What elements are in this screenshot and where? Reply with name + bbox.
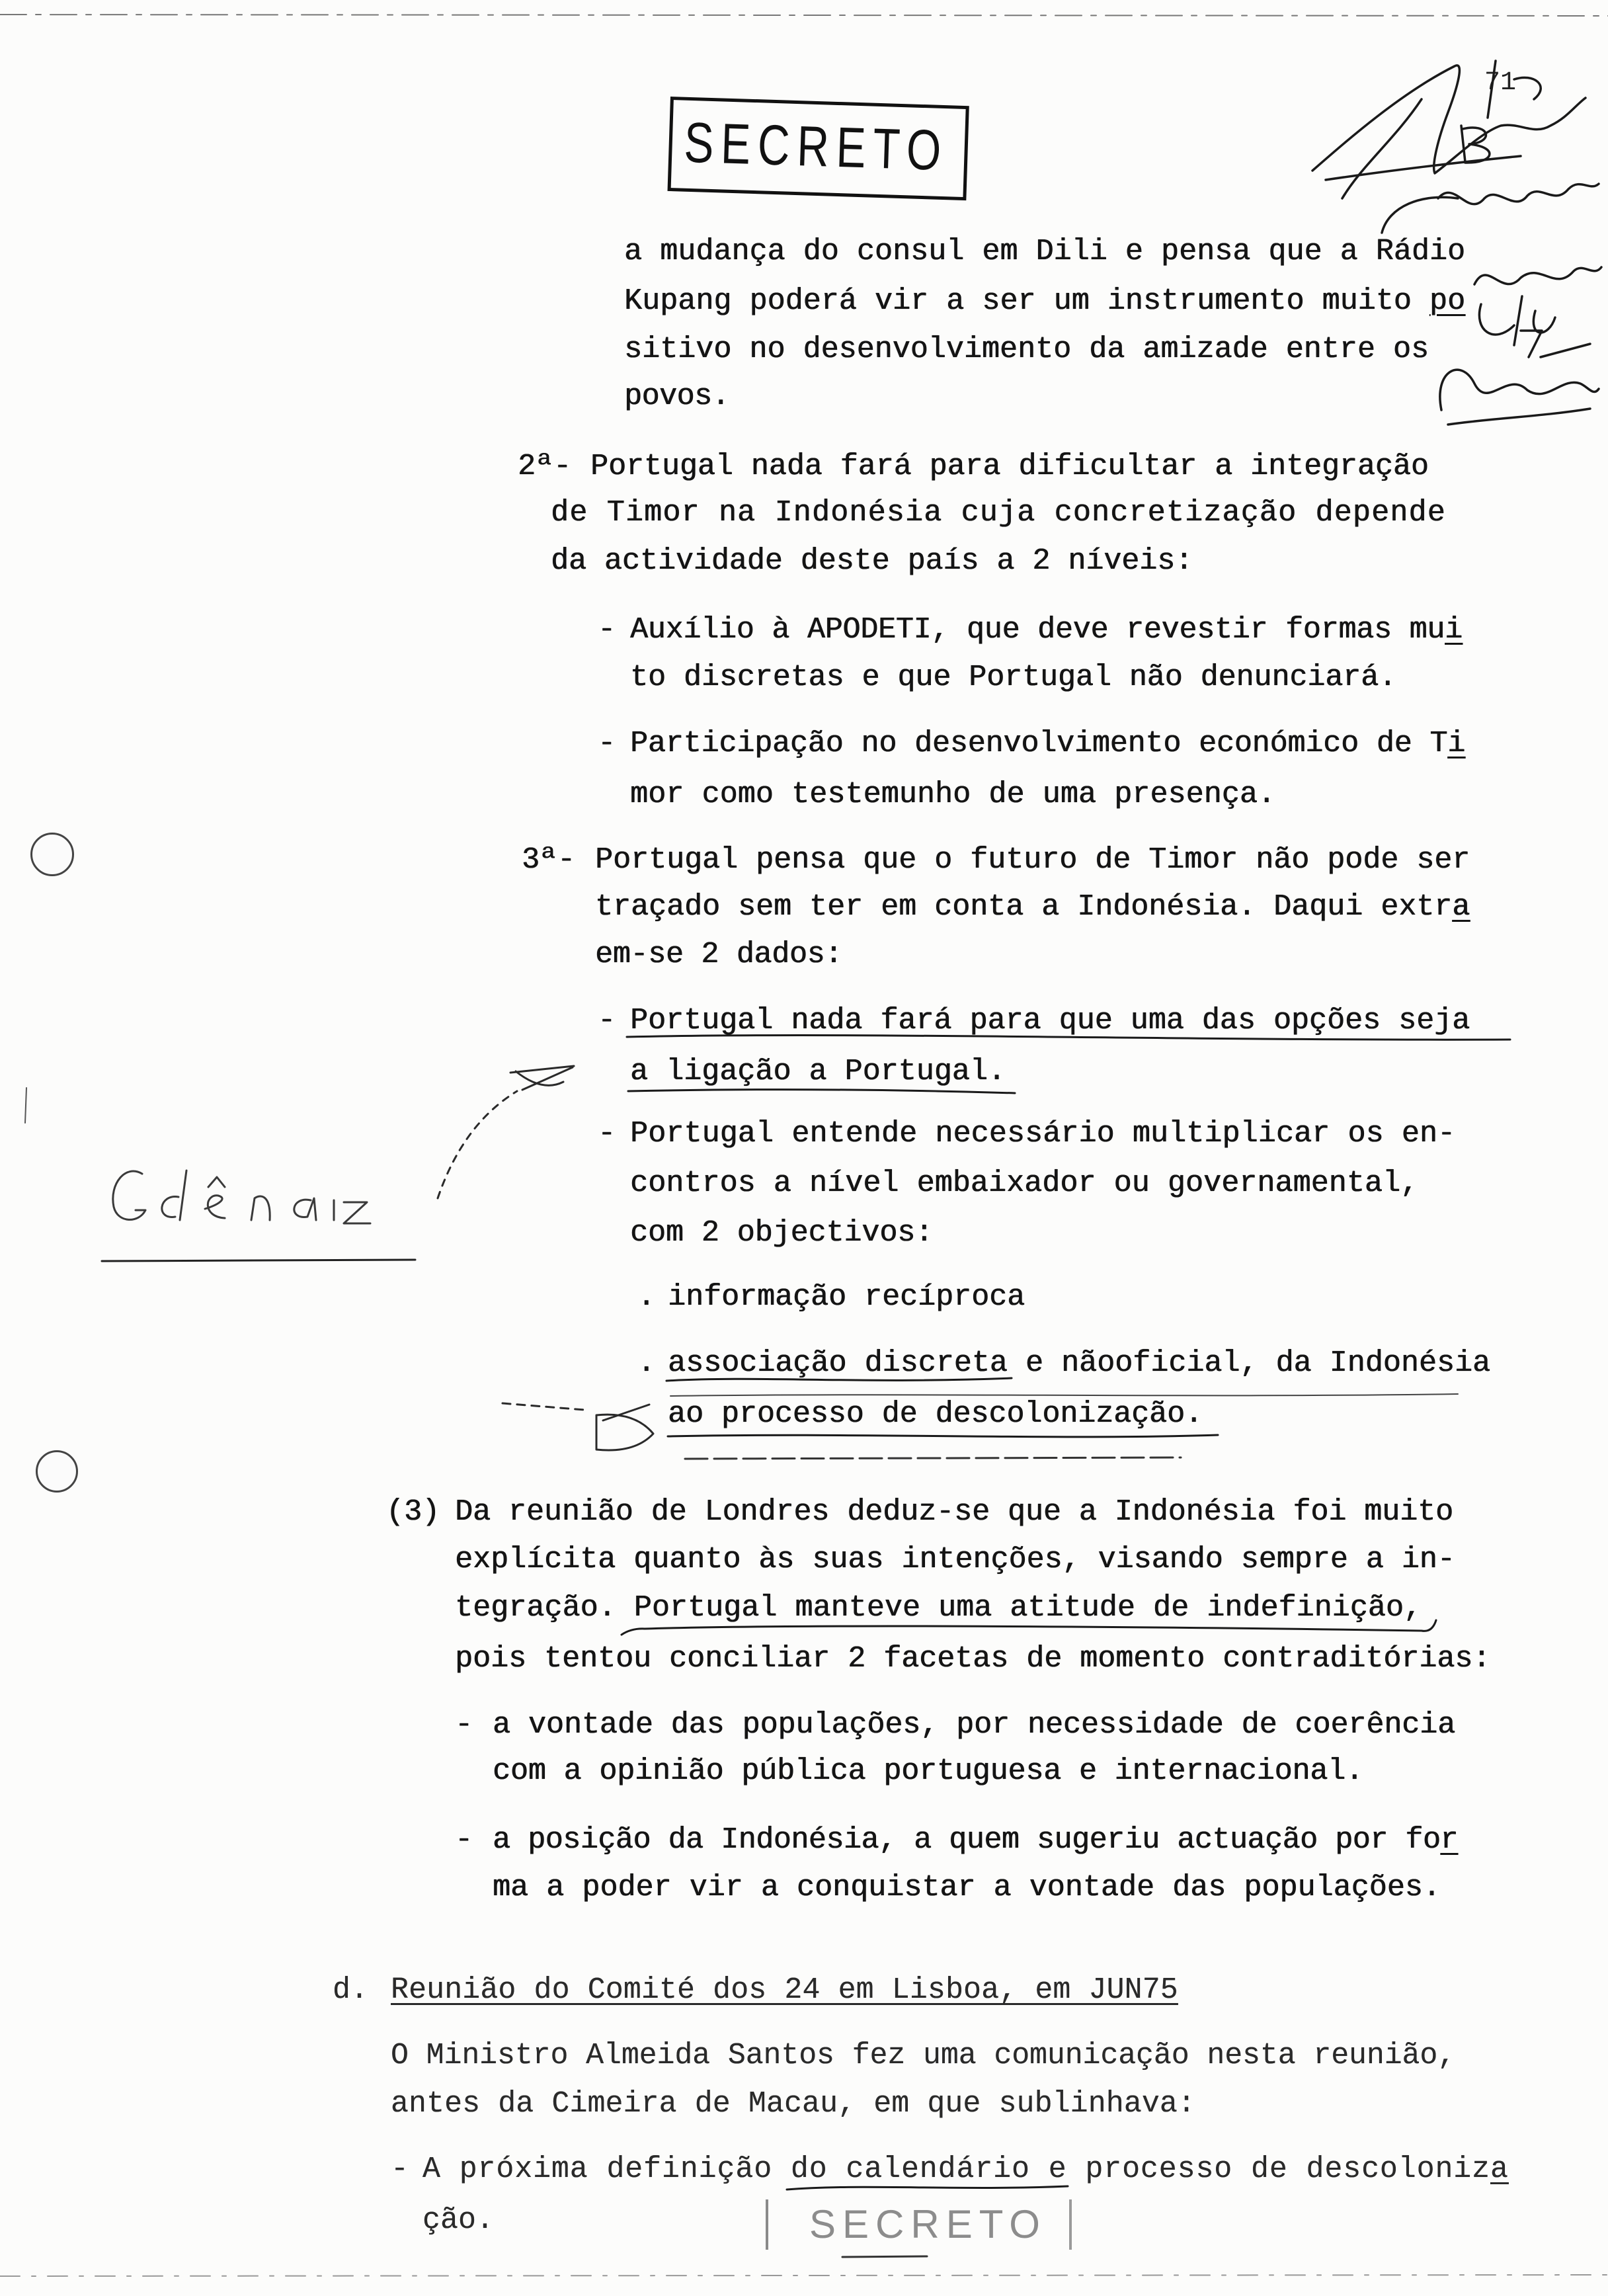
list-marker: - xyxy=(455,1823,473,1857)
text-line: ao processo de descolonização. xyxy=(668,1397,1203,1431)
hand-arrow-head xyxy=(510,1066,574,1090)
list-marker: - xyxy=(455,1708,473,1742)
text-line: com 2 objectivos: xyxy=(630,1216,934,1250)
underlined-syllable: a xyxy=(1490,2152,1509,2186)
hand-arrow-shaft xyxy=(502,1403,584,1410)
text-line: sitivo no desenvolvimento da amizade entre os xyxy=(624,333,1429,366)
text-line xyxy=(624,284,1465,319)
secret-stamp-bottom xyxy=(766,2199,1072,2250)
signature-stroke xyxy=(1521,331,1542,357)
list-marker: - xyxy=(598,727,616,760)
text-line: Portugal pensa que o futuro de Timor não pode ser xyxy=(595,843,1470,877)
text-line-body: Auxílio à APODETI, que deve revestir formas mu xyxy=(630,613,1445,647)
text-line: a mudança do consul em Dili e pensa que a Rádio xyxy=(624,235,1466,268)
section-marker: d. xyxy=(333,1973,369,2007)
text-line: contros a nível embaixador ou governamental, xyxy=(630,1167,1419,1200)
text-line-body: A próxima definição do calendário e processo de descoloniz xyxy=(422,2152,1490,2186)
signature-stroke xyxy=(1461,126,1490,163)
text-line: mor como testemunho de uma presença. xyxy=(630,778,1276,811)
signature-stroke xyxy=(1438,184,1599,204)
text-line: O Ministro Almeida Santos fez uma comunicação nesta reunião, xyxy=(391,2039,1456,2072)
underlined-syllable: po xyxy=(1429,284,1466,318)
text-line: Portugal nada fará para que uma das opções seja xyxy=(630,1004,1470,1038)
hand-arrow-icon xyxy=(502,1403,653,1450)
text-line: da actividade deste país a 2 níveis: xyxy=(551,544,1193,578)
section-heading: Reunião do Comité dos 24 em Lisboa, em JUN75 xyxy=(391,1973,1178,2007)
margin-note-stroke xyxy=(162,1170,186,1220)
hand-underline xyxy=(670,1394,1458,1396)
signature-stroke xyxy=(1474,267,1601,284)
signature-stroke xyxy=(1440,370,1599,410)
margin-handwriting-icon xyxy=(25,1088,415,1261)
hand-underline xyxy=(842,2256,927,2257)
text-line: pois tentou conciliar 2 facetas de momento contraditórias: xyxy=(455,1642,1491,1676)
text-line-body: Kupang poderá vir a ser um instrumento muito xyxy=(624,284,1429,318)
text-line xyxy=(630,613,1463,647)
page-number: 71 xyxy=(1484,68,1517,98)
hand-underline xyxy=(628,1090,1015,1093)
text-line: a vontade das populações, por necessidade de coerência xyxy=(493,1708,1456,1742)
list-marker: (3) xyxy=(386,1495,440,1529)
list-marker: - xyxy=(598,613,616,647)
text-line: de Timor na Indonésia cuja concretização depende xyxy=(551,496,1446,530)
signature-stroke xyxy=(1326,156,1521,180)
margin-note-stroke xyxy=(251,1196,270,1220)
list-marker: 3ª- xyxy=(522,843,576,877)
text-line: antes da Cimeira de Macau, em que sublinhava: xyxy=(391,2087,1195,2121)
signature-stroke xyxy=(1312,65,1586,173)
text-line: to discretas e que Portugal não denunciará. xyxy=(630,661,1397,694)
text-line xyxy=(422,2152,1509,2187)
text-line: com a opinião pública portuguesa e internacional. xyxy=(493,1754,1363,1788)
bullet-marker: . xyxy=(637,1346,656,1380)
text-line xyxy=(493,1823,1458,1858)
list-marker: - xyxy=(598,1117,616,1151)
underlined-syllable: a xyxy=(1452,890,1470,924)
text-line: a ligação a Portugal. xyxy=(630,1055,1006,1088)
hand-arrow-icon xyxy=(438,1066,574,1198)
signature-stroke xyxy=(1479,296,1555,345)
underlined-syllable: r xyxy=(1440,1823,1458,1857)
hand-arrow-head xyxy=(596,1405,653,1450)
text-line-body: traçado sem ter em conta a Indonésia. Daqui extr xyxy=(595,890,1453,924)
text-line xyxy=(595,890,1470,924)
signature-stroke xyxy=(1382,197,1458,233)
scan-edge-line xyxy=(0,15,1608,16)
margin-note-stroke xyxy=(344,1202,370,1223)
list-marker: - xyxy=(391,2152,409,2186)
punch-hole-icon xyxy=(36,1450,78,1493)
signature-stroke xyxy=(1448,344,1590,425)
scan-edge-line xyxy=(0,2275,1608,2276)
hand-underline xyxy=(668,1435,1218,1437)
punch-hole-icon xyxy=(30,833,74,876)
secret-stamp-top-text: SECRETO xyxy=(683,110,949,183)
text-line-body: Participação no desenvolvimento económico de T xyxy=(630,727,1448,760)
list-marker: 2ª- xyxy=(518,450,572,483)
secret-stamp-top xyxy=(668,97,969,200)
hand-underline xyxy=(685,1457,1181,1459)
text-line: ma a poder vir a conquistar a vontade das populações. xyxy=(493,1871,1441,1905)
text-line-body: a posição da Indonésia, a quem sugeriu actuação por fo xyxy=(493,1823,1441,1857)
hand-arrow-shaft xyxy=(438,1091,517,1198)
margin-note-stroke xyxy=(205,1177,225,1218)
text-line: Portugal nada fará para dificultar a integração xyxy=(590,450,1429,483)
text-line: associação discreta e nãooficial, da Indonésia xyxy=(668,1346,1491,1380)
signature-stroke xyxy=(1342,99,1422,198)
text-line: informação recíproca xyxy=(668,1280,1025,1314)
text-line: Da reunião de Londres deduz-se que a Indonésia foi muito xyxy=(455,1495,1454,1529)
margin-note-underline xyxy=(102,1260,415,1261)
text-line: em-se 2 dados: xyxy=(595,938,843,971)
text-line: Portugal entende necessário multiplicar os en- xyxy=(630,1117,1456,1151)
list-marker: - xyxy=(598,1004,616,1038)
text-line: ção. xyxy=(422,2203,494,2237)
text-line: explícita quanto às suas intenções, visando sempre a in- xyxy=(455,1543,1455,1577)
text-line: povos. xyxy=(624,380,729,413)
text-line: tegração. Portugal manteve uma atitude de indefinição, xyxy=(455,1591,1422,1625)
secret-stamp-bottom-text: SECRETO xyxy=(809,2202,1047,2246)
underlined-syllable: i xyxy=(1445,613,1463,647)
margin-note-stroke xyxy=(294,1198,316,1220)
margin-note-stroke xyxy=(113,1171,145,1219)
text-line xyxy=(630,727,1465,761)
margin-tick-mark xyxy=(25,1088,26,1123)
bullet-marker: . xyxy=(637,1280,656,1314)
underlined-syllable: i xyxy=(1447,727,1466,760)
